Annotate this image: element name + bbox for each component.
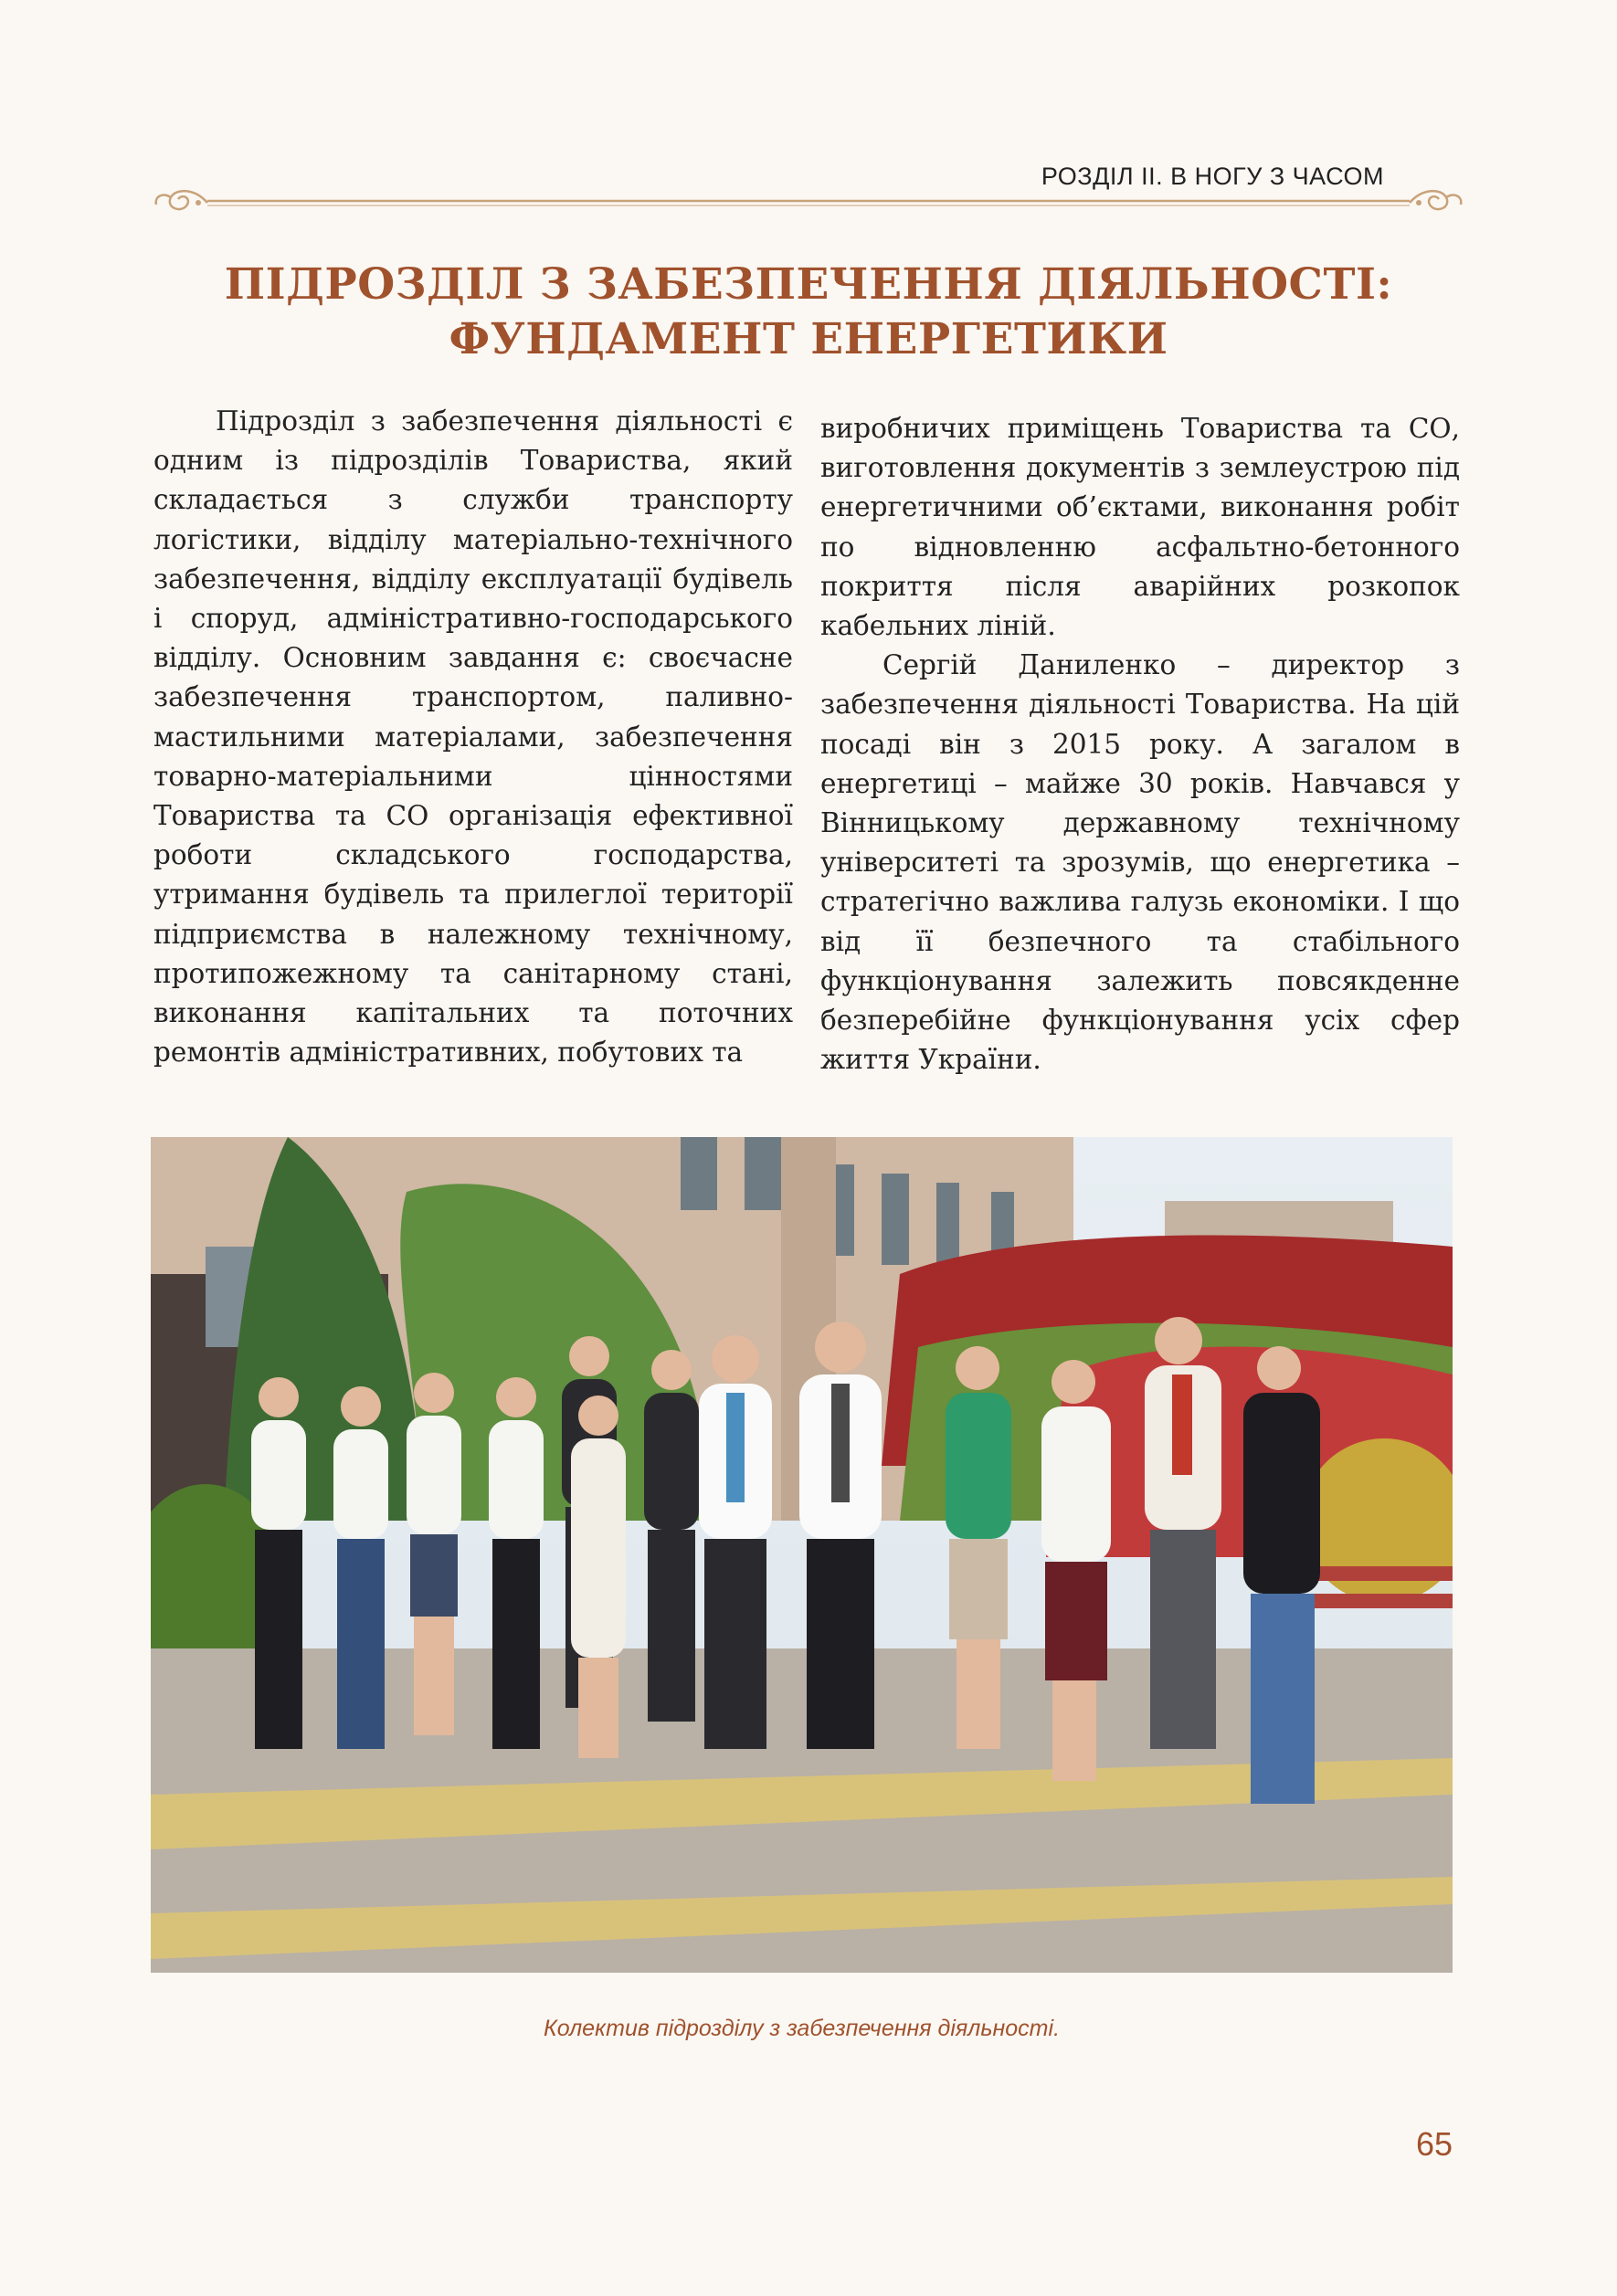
- ornament-divider: [151, 183, 1466, 219]
- body-paragraph: Сергій Даниленко – директор з забезпечення діяльності Товариства. На цій посаді він з 2015 року. А загалом в енергетиці – майже 30 років. Навчався у Вінницькому державному технічному університеті та зрозумів, що енергетика – стратегічно важлива галузь економіки. І що від її безпечного та стабільного функціонування залежить повсякденне безперебійне функціонування усіх сфер життя України.: [820, 649, 1460, 1076]
- article-title: [151, 258, 1466, 367]
- right-column: [820, 409, 1460, 1080]
- section-title: РОЗДІЛ II. В НОГУ З ЧАСОМ: [1041, 163, 1384, 190]
- photo-caption: Колектив підрозділу з забезпечення діяльності.: [543, 2016, 1061, 2041]
- running-header: [151, 163, 1466, 226]
- title-line-1: ПІДРОЗДІЛ З ЗАБЕЗПЕЧЕННЯ ДІЯЛЬНОСТІ:: [224, 259, 1393, 310]
- page-number: 65: [1415, 2125, 1453, 2163]
- left-column: [153, 402, 793, 1072]
- body-paragraph: Підрозділ з забезпечення діяльності є одним із підрозділів Товариства, який складається з служби транспорту логістики, відділу матеріально-технічного забезпечення, відділу експлуатації будівель і споруд, адміністративно-господарського відділу. Основним завдання є: своєчасне забезпечення транспортом, паливно-мастильними матеріалами, забезпечення товарно-матеріальними цінностями Товариства та СО організація ефективної роботи складського господарства, утримання будівель та прилеглої території підприємства в належному технічному, протипожежному та санітарному стані, виконання капітальних та поточних ремонтів адміністративних, побутових та: [153, 405, 793, 1069]
- body-paragraph-continued: виробничих приміщень Товариства та СО, виготовлення документів з землеустрою під енергетичними об’єктами, виконання робіт по відновленню асфальтно-бетонного покриття після аварійних розкопок кабельних ліній.: [820, 413, 1460, 642]
- title-line-2: ФУНДАМЕНТ ЕНЕРГЕТИКИ: [449, 314, 1168, 364]
- group-photo: [151, 1137, 1453, 1973]
- group-photo-illustration: [151, 1137, 1453, 1973]
